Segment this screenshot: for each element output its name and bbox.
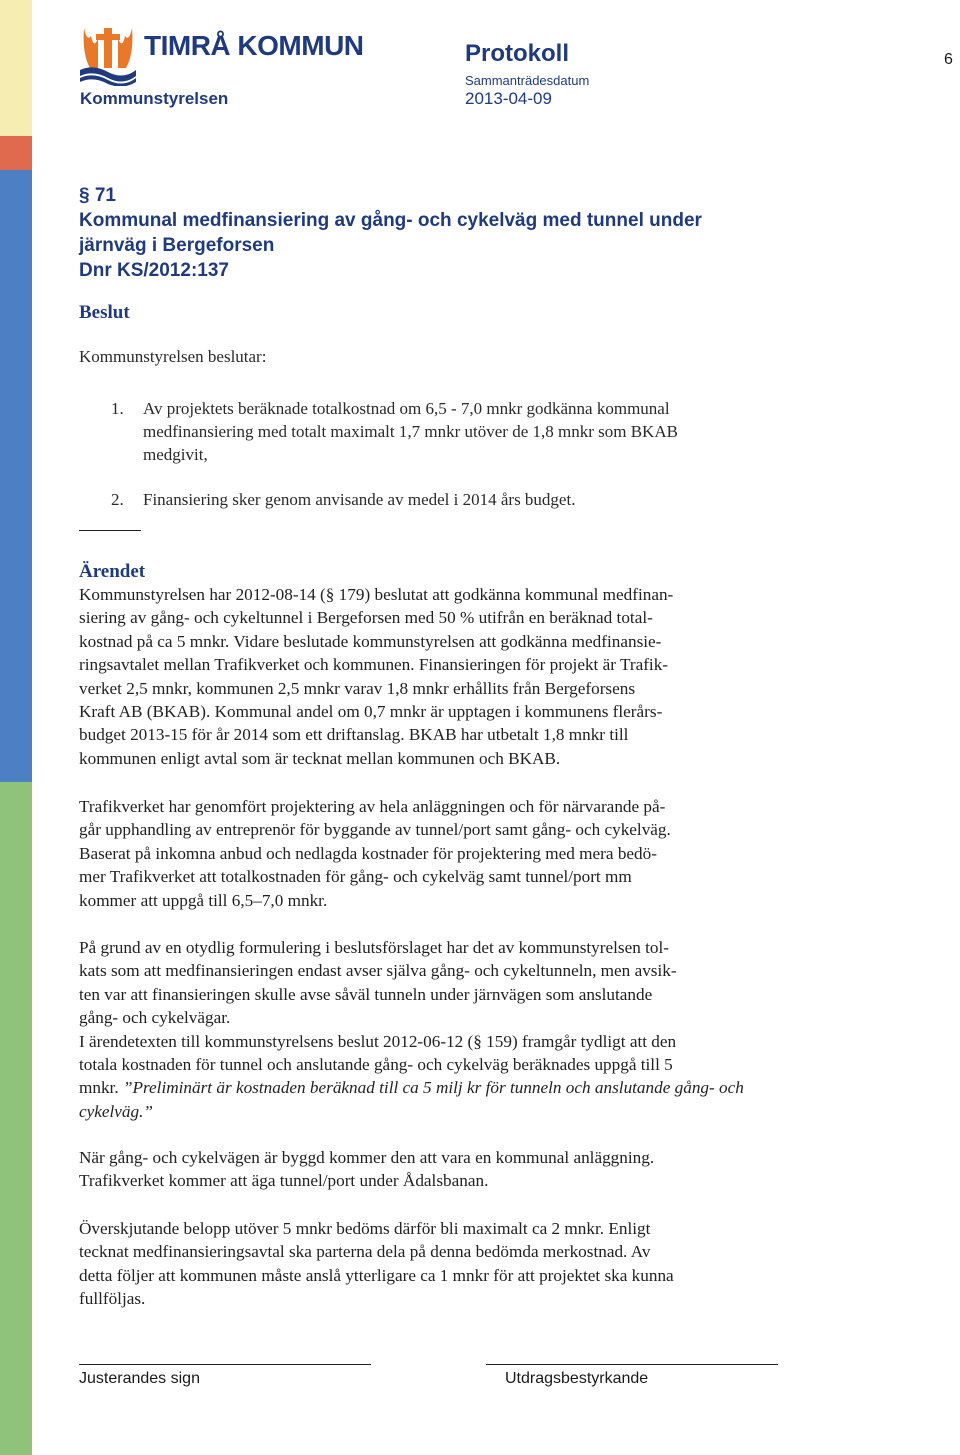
text-line: totala kostnaden för tunnel och anslutande gång- och cykelväg beräknades uppgå till 5 — [79, 1055, 673, 1075]
text-line: tecknat medfinansieringsavtal ska parterna dela på denna bedömda merkostnad. Av — [79, 1242, 651, 1262]
committee-name: Kommunstyrelsen — [80, 89, 229, 108]
text-line: mer Trafikverket att totalkostnaden för gång- och cykelväg samt tunnel/port mm — [79, 867, 632, 887]
text-line: budget 2013-15 för år 2014 som ett driftanslag. BKAB har utbetalt 1,8 mnkr till — [79, 725, 629, 745]
side-strip-yellow — [0, 0, 32, 136]
text-line: går upphandling av entreprenör för byggande av tunnel/port samt gång- och cykelväg. — [79, 820, 671, 840]
paragraph — [79, 795, 799, 912]
section-number: § 71 — [79, 185, 116, 206]
section-heading — [79, 183, 799, 283]
meeting-date-label: Sammanträdesdatum — [465, 73, 590, 88]
signature-line — [79, 1364, 371, 1365]
decision-number: 1. — [111, 399, 124, 418]
text-line: Baserat på inkomna anbud och nedlagda kostnader för projektering med mera bedö- — [79, 843, 657, 863]
decision-text-line: Av projektets beräknade totalkostnad om 6,5 - 7,0 mnkr godkänna kommunal — [143, 399, 670, 418]
text-line: detta följer att kommunen måste anslå ytterligare ca 1 mnkr för att projektet ska kunna — [79, 1265, 674, 1285]
text-line: Kommunstyrelsen har 2012-08-14 (§ 179) beslutat att godkänna kommunal medfinan- — [79, 585, 674, 604]
page-number: 6 — [944, 51, 953, 68]
text-line — [79, 1076, 799, 1099]
text-line: Överskjutande belopp utöver 5 mnkr bedöms därför bli maximalt ca 2 mnkr. Enligt — [79, 1219, 651, 1238]
side-strip-blue — [0, 170, 32, 782]
paragraph — [79, 1217, 799, 1311]
text-line: siering av gång- och cykeltunnel i Bergeforsen med 50 % utifrån en beräknad total- — [79, 608, 653, 628]
text-line: kommer att uppgå till 6,5–7,0 mnkr. — [79, 890, 328, 910]
doc-type: Protokoll — [465, 40, 570, 67]
logo-text: TIMRÅ KOMMUN — [144, 30, 364, 61]
decision-number: 2. — [111, 490, 124, 509]
text-line: ringsavtalet mellan Trafikverket och kommunen. Finansieringen för projekt är Trafik- — [79, 655, 669, 675]
beslut-intro: Kommunstyrelsen beslutar: — [79, 347, 267, 366]
paragraph — [79, 583, 799, 770]
text-line: ten var att finansieringen skulle avse såväl tunneln under järnvägen som anslutande — [79, 984, 653, 1004]
text-line: I ärendetexten till kommunstyrelsens beslut 2012-06-12 (§ 159) framgår tydligt att den — [79, 1031, 677, 1051]
decision-text-line: Finansiering sker genom anvisande av medel i 2014 års budget. — [143, 490, 576, 509]
text-line: Kraft AB (BKAB). Kommunal andel om 0,7 mnkr är upptagen i kommunens flerårs- — [79, 702, 663, 722]
utdragsbestyrkande-label: Utdragsbestyrkande — [505, 1370, 649, 1387]
text-line: kats som att medfinansieringen endast avser själva gång- och cykeltunneln, men avsik- — [79, 961, 677, 981]
justerandes-sign-label: Justerandes sign — [79, 1370, 200, 1387]
quoted-text: ”Preliminärt är kostnaden beräknad till ca 5 milj kr för tunneln och anslutande gång- och — [122, 1078, 744, 1098]
side-strip-red — [0, 136, 32, 170]
section-title-line: Kommunal medfinansiering av gång- och cykelväg med tunnel under — [79, 210, 702, 231]
divider — [79, 530, 141, 531]
text-fragment: mnkr. — [79, 1078, 123, 1098]
text-line: verket 2,5 mnkr, kommunen 2,5 mnkr varav 1,8 mnkr erhållits från Bergeforsens — [79, 678, 636, 698]
text-line: fullföljas. — [79, 1289, 146, 1309]
beslut-heading: Beslut — [79, 302, 130, 323]
side-strip-green — [0, 782, 32, 1455]
timra-kommun-tree-logo-icon — [78, 24, 138, 86]
text-line: När gång- och cykelvägen är byggd kommer den att vara en kommunal anläggning. — [79, 1148, 655, 1167]
paragraph — [79, 936, 799, 1123]
text-line: kostnad på ca 5 mnkr. Vidare beslutade kommunstyrelsen att godkänna medfinansie- — [79, 631, 662, 651]
decision-text-line: medgivit, — [143, 445, 208, 464]
signature-line — [486, 1364, 778, 1365]
text-line: Trafikverket kommer att äga tunnel/port under Ådalsbanan. — [79, 1171, 489, 1191]
quoted-text: cykelväg.” — [79, 1101, 153, 1121]
paragraph — [79, 1146, 799, 1193]
text-line: kommunen enligt avtal som är tecknat mellan kommunen och BKAB. — [79, 748, 561, 768]
section-dnr: Dnr KS/2012:137 — [79, 260, 229, 281]
section-title-line: järnväg i Bergeforsen — [79, 235, 275, 256]
text-line — [79, 1100, 799, 1123]
text-line: gång- och cykelvägar. — [79, 1008, 231, 1028]
decision-text-line: medfinansiering med totalt maximalt 1,7 mnkr utöver de 1,8 mnkr som BKAB — [143, 422, 678, 441]
text-line: På grund av en otydlig formulering i beslutsförslaget har det av kommunstyrelsen tol- — [79, 938, 669, 957]
arendet-heading: Ärendet — [79, 561, 146, 582]
meeting-date: 2013-04-09 — [465, 89, 552, 108]
text-line: Trafikverket har genomfört projektering av hela anläggningen och för närvarande på- — [79, 797, 666, 816]
